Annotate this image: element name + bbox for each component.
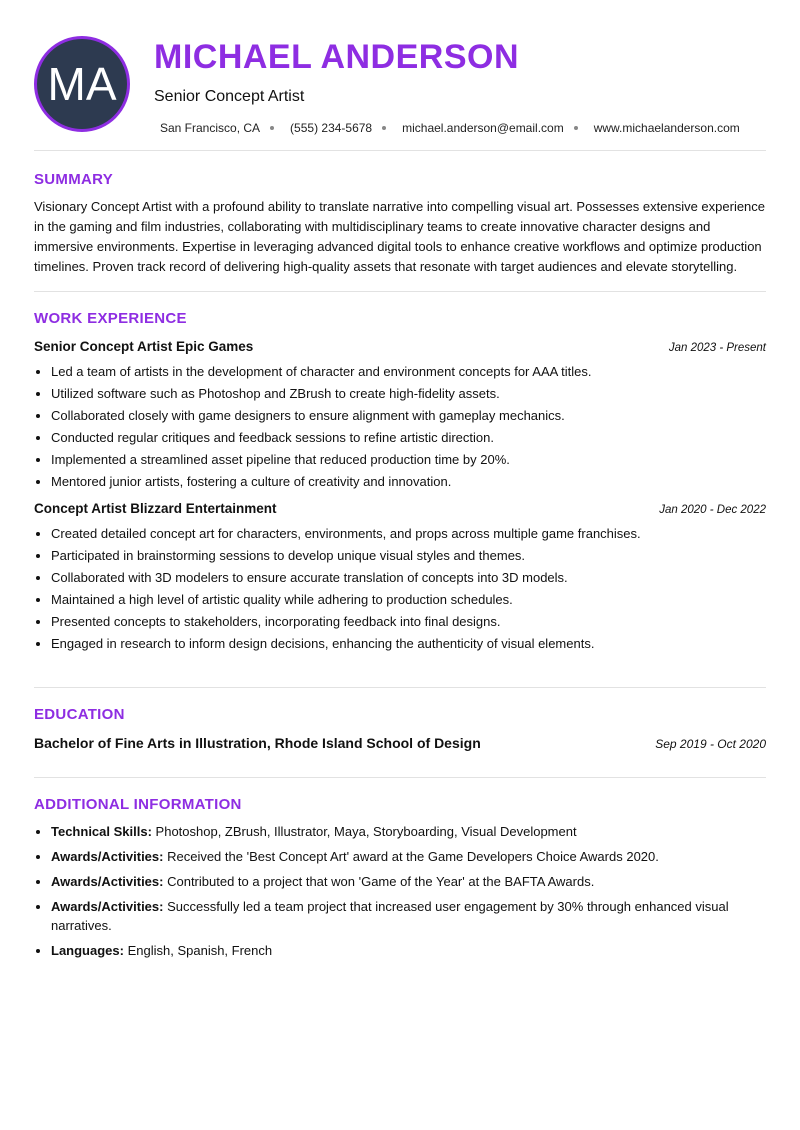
info-text: English, Spanish, French — [127, 943, 273, 958]
info-item — [51, 941, 766, 960]
summary-section — [34, 151, 766, 292]
job-header — [34, 501, 766, 516]
contact-email[interactable]: michael.anderson@email.com — [402, 121, 564, 135]
job-bullet: • Created detailed concept art for characters, environments, and props across multiple game franchises. — [51, 523, 766, 545]
job-dates: Jan 2023 - Present — [668, 342, 766, 354]
section-title-summary: SUMMARY — [34, 171, 114, 188]
education-entry — [34, 735, 766, 751]
job-bullets — [34, 523, 766, 655]
info-text: Received the 'Best Concept Art' award at the Game Developers Choice Awards 2020. — [167, 849, 659, 864]
section-title-education: EDUCATION — [34, 706, 125, 723]
summary-text: Visionary Concept Artist with a profound ability to translate narrative into compelling visual art. Possesses extensive experience in the gaming and film industries, collaborating with multidisciplinary teams to create innovative character designs and immersive environments. Expertise in leveraging advanced digital tools to enhance creative workflows and optimize production timelines. Proven track record of delivering high-quality assets that resonate with target audiences and elevate storytelling. — [34, 199, 766, 274]
candidate-name: MICHAEL ANDERSON — [154, 38, 520, 76]
candidate-role: Senior Concept Artist — [154, 88, 305, 105]
info-text: Contributed to a project that won 'Game of the Year' at the BAFTA Awards. — [167, 874, 595, 889]
work-experience-section — [34, 292, 766, 688]
avatar-initials: MA — [47, 58, 117, 110]
education-section — [34, 688, 766, 778]
job-bullet: • Presented concepts to stakeholders, incorporating feedback into final designs. — [51, 611, 766, 633]
additional-information-section — [34, 778, 766, 960]
contact-bar — [160, 121, 740, 135]
job-bullet: • Collaborated closely with game designers to ensure alignment with gameplay mechanics. — [51, 405, 766, 427]
info-text: Photoshop, ZBrush, Illustrator, Maya, Storyboarding, Visual Development — [155, 824, 577, 839]
contact-phone: (555) 234-5678 — [290, 121, 373, 135]
info-item — [51, 847, 766, 866]
section-title-additional: ADDITIONAL INFORMATION — [34, 796, 242, 813]
job-bullet: • Utilized software such as Photoshop and ZBrush to create high-fidelity assets. — [51, 383, 766, 405]
info-item — [51, 822, 766, 841]
job-title: Senior Concept Artist Epic Games — [34, 339, 254, 354]
section-title-work: WORK EXPERIENCE — [34, 310, 187, 327]
info-label: Awards/Activities: — [51, 874, 164, 889]
separator-dot-icon — [382, 126, 386, 130]
job-bullet: • Engaged in research to inform design decisions, enhancing the authenticity of visual elements. — [51, 633, 766, 655]
job-bullet: • Implemented a streamlined asset pipeline that reduced production time by 20%. — [51, 449, 766, 471]
job-entry — [34, 501, 766, 655]
job-bullet: • Led a team of artists in the development of character and environment concepts for AAA titles. — [51, 361, 766, 383]
job-bullet: • Participated in brainstorming sessions to develop unique visual styles and themes. — [51, 545, 766, 567]
separator-dot-icon — [574, 126, 578, 130]
contact-location: San Francisco, CA — [160, 121, 261, 135]
resume-header — [34, 0, 766, 151]
info-label: Awards/Activities: — [51, 849, 164, 864]
avatar — [34, 36, 130, 132]
info-text: Successfully led a team project that increased user engagement by 30% through enhanced visual narratives. — [51, 899, 729, 933]
job-bullet: • Collaborated with 3D modelers to ensure accurate translation of concepts into 3D models. — [51, 567, 766, 589]
job-bullet: • Mentored junior artists, fostering a culture of creativity and innovation. — [51, 471, 766, 493]
info-label: Languages: — [51, 943, 124, 958]
job-dates: Jan 2020 - Dec 2022 — [659, 504, 766, 516]
additional-info-list — [34, 822, 766, 960]
job-bullet: • Conducted regular critiques and feedback sessions to refine artistic direction. — [51, 427, 766, 449]
contact-website[interactable]: www.michaelanderson.com — [593, 121, 740, 135]
education-dates: Sep 2019 - Oct 2020 — [655, 737, 766, 751]
separator-dot-icon — [270, 126, 274, 130]
job-entry — [34, 339, 766, 493]
job-header — [34, 339, 766, 354]
info-label: Technical Skills: — [51, 824, 152, 839]
info-label: Awards/Activities: — [51, 899, 164, 914]
job-bullets — [34, 361, 766, 493]
info-item — [51, 897, 766, 935]
job-title: Concept Artist Blizzard Entertainment — [34, 501, 277, 516]
info-item — [51, 872, 766, 891]
education-degree: Bachelor of Fine Arts in Illustration, Rhode Island School of Design — [34, 735, 481, 751]
job-bullet: • Maintained a high level of artistic quality while adhering to production schedules. — [51, 589, 766, 611]
